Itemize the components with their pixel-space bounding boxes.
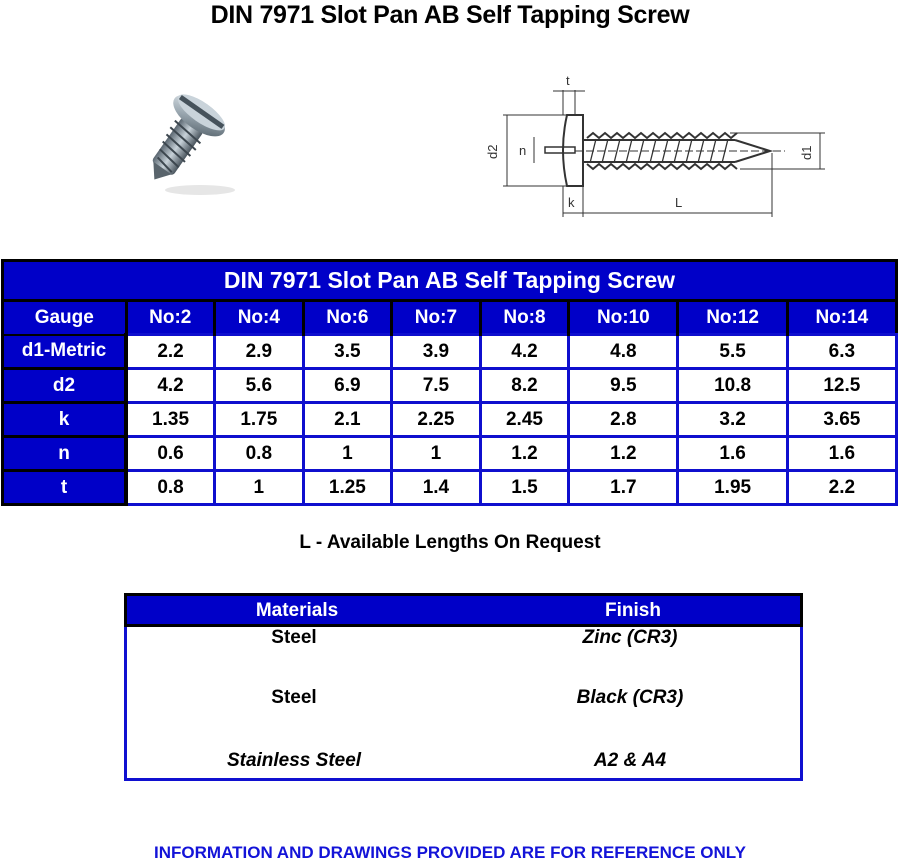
table-cell: 2.2 [787, 471, 896, 505]
table-cell: 2.2 [126, 335, 215, 369]
table-cell: 2.1 [303, 403, 392, 437]
materials-header: Materials [255, 600, 339, 621]
table-cell: 2.45 [480, 403, 569, 437]
dimensions-table [1, 259, 898, 506]
table-cell: 6.9 [303, 369, 392, 403]
screw-photo-icon [140, 85, 270, 200]
table-row-t [3, 471, 897, 505]
row-label: t [3, 471, 127, 505]
table-cell: 1 [392, 437, 481, 471]
table-cell: 1.7 [569, 471, 678, 505]
svg-text:k: k [568, 195, 575, 210]
table-row-k [3, 403, 897, 437]
row-label: k [3, 403, 127, 437]
row-label: d1-Metric [3, 335, 127, 369]
finish-header: Finish [605, 600, 661, 621]
screw-technical-drawing-icon [475, 65, 830, 230]
gauge-header: No:2 [126, 301, 215, 335]
finish-cell: A2 & A4 [593, 750, 667, 771]
table-cell: 0.8 [215, 437, 304, 471]
table-cell: 2.25 [392, 403, 481, 437]
table-cell: 1 [215, 471, 304, 505]
svg-text:t: t [566, 73, 570, 88]
gauge-header: No:7 [392, 301, 481, 335]
disclaimer-footer: INFORMATION AND DRAWINGS PROVIDED ARE FOR REFERENCE ONLY [154, 843, 746, 862]
table-caption: DIN 7971 Slot Pan AB Self Tapping Screw [3, 261, 897, 301]
gauge-header: No:4 [215, 301, 304, 335]
table-cell: 4.8 [569, 335, 678, 369]
materials-row [124, 627, 803, 653]
svg-text:n: n [519, 143, 527, 158]
table-cell: 3.65 [787, 403, 896, 437]
materials-row [124, 687, 803, 713]
table-cell: 1.25 [303, 471, 392, 505]
gauge-header-row [3, 301, 897, 335]
table-cell: 12.5 [787, 369, 896, 403]
gauge-header: No:12 [678, 301, 787, 335]
lengths-note: L - Available Lengths On Request [299, 532, 601, 553]
table-cell: 1.6 [787, 437, 896, 471]
table-row-n [3, 437, 897, 471]
page-title: DIN 7971 Slot Pan AB Self Tapping Screw [210, 1, 690, 29]
row-label: n [3, 437, 127, 471]
table-cell: 1.35 [126, 403, 215, 437]
table-cell: 7.5 [392, 369, 481, 403]
table-cell: 1.75 [215, 403, 304, 437]
table-cell: 9.5 [569, 369, 678, 403]
table-cell: 2.8 [569, 403, 678, 437]
table-cell: 1.6 [678, 437, 787, 471]
material-cell: Steel [271, 687, 317, 708]
table-cell: 0.6 [126, 437, 215, 471]
table-cell: 5.5 [678, 335, 787, 369]
gauge-header: No:6 [303, 301, 392, 335]
gauge-header: No:8 [480, 301, 569, 335]
table-cell: 10.8 [678, 369, 787, 403]
table-cell: 6.3 [787, 335, 896, 369]
table-row-d2 [3, 369, 897, 403]
table-cell: 1 [303, 437, 392, 471]
material-cell: Steel [271, 627, 317, 648]
material-cell: Stainless Steel [226, 750, 362, 771]
table-cell: 3.9 [392, 335, 481, 369]
table-cell: 5.6 [215, 369, 304, 403]
table-cell: 1.4 [392, 471, 481, 505]
table-cell: 8.2 [480, 369, 569, 403]
table-cell: 1.2 [569, 437, 678, 471]
table-cell: 4.2 [126, 369, 215, 403]
svg-text:d1: d1 [799, 145, 814, 160]
table-cell: 4.2 [480, 335, 569, 369]
finish-cell: Black (CR3) [576, 687, 684, 708]
gauge-header: No:14 [787, 301, 896, 335]
materials-header-row [124, 593, 803, 627]
gauge-header-label: Gauge [3, 301, 127, 335]
table-cell: 0.8 [126, 471, 215, 505]
table-cell: 2.9 [215, 335, 304, 369]
materials-row [124, 750, 803, 776]
finish-cell: Zinc (CR3) [582, 627, 678, 648]
row-label: d2 [3, 369, 127, 403]
table-cell: 1.95 [678, 471, 787, 505]
svg-text:d2: d2 [485, 144, 500, 159]
table-cell: 3.2 [678, 403, 787, 437]
table-row-d1 [3, 335, 897, 369]
svg-text:L: L [675, 195, 683, 210]
table-cell: 1.2 [480, 437, 569, 471]
table-cell: 3.5 [303, 335, 392, 369]
gauge-header: No:10 [569, 301, 678, 335]
materials-table [124, 593, 803, 781]
table-cell: 1.5 [480, 471, 569, 505]
